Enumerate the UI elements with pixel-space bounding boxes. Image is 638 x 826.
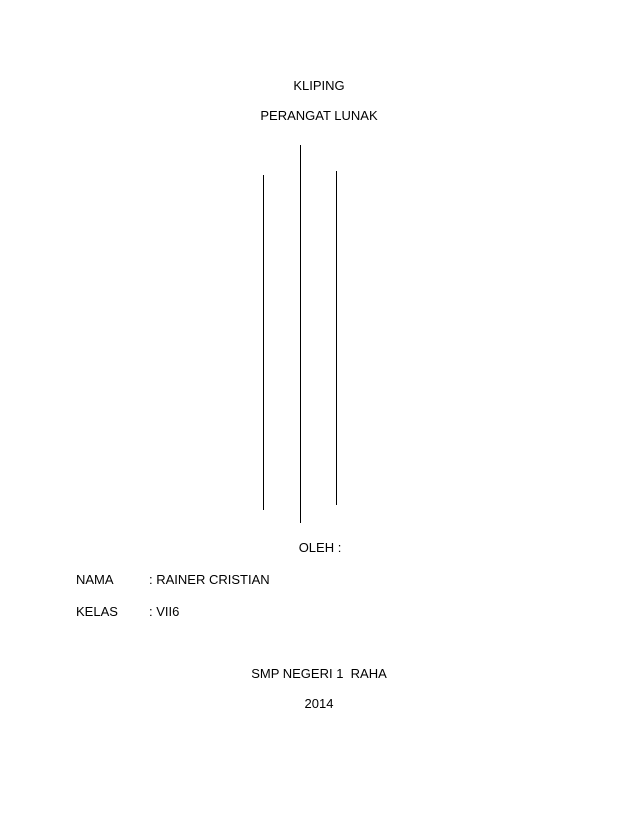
field-row-nama <box>76 572 376 588</box>
document-title: KLIPING <box>293 78 345 93</box>
oleh-label: OLEH : <box>298 540 342 555</box>
field-label-kelas: KELAS <box>76 604 118 619</box>
decorative-line-right <box>336 171 337 505</box>
document-subtitle: PERANGAT LUNAK <box>260 108 378 123</box>
document-year: 2014 <box>304 696 334 711</box>
decorative-line-left <box>263 175 264 510</box>
decorative-line-center <box>300 145 301 523</box>
field-value-kelas: : VII6 <box>149 604 180 619</box>
school-name: SMP NEGERI 1 RAHA <box>251 666 387 681</box>
field-row-kelas <box>76 604 376 620</box>
field-value-nama: : RAINER CRISTIAN <box>149 572 270 587</box>
field-label-nama: NAMA <box>76 572 114 587</box>
